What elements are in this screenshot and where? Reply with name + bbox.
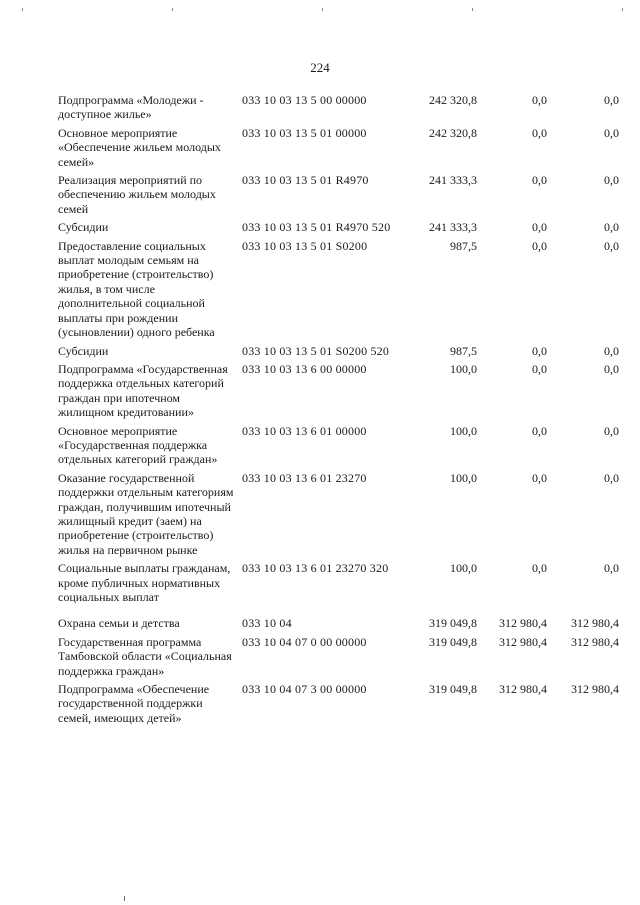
row-code: 033 10 03 13 5 01 S0200 — [242, 238, 368, 253]
scan-mark — [622, 8, 623, 11]
value-col-3: 0,0 — [604, 238, 619, 253]
row-name: Субсидии — [58, 343, 109, 358]
row-name: Субсидии — [58, 220, 109, 235]
scan-mark — [322, 8, 323, 11]
table-row — [58, 344, 628, 358]
value-col-3: 0,0 — [604, 93, 619, 107]
row-code: 033 10 03 13 5 00 00000 — [242, 93, 367, 107]
value-col-1: 987,5 — [450, 238, 477, 253]
row-name: Социальные выплаты гражданам, кроме публичных нормативных социальных выплат — [58, 561, 231, 604]
scan-mark — [22, 8, 23, 11]
value-col-2: 0,0 — [532, 93, 547, 107]
value-col-1: 100,0 — [450, 361, 477, 376]
row-code: 033 10 03 13 6 01 00000 — [242, 423, 367, 438]
value-col-2: 0,0 — [532, 361, 547, 376]
value-col-2: 312 980,4 — [499, 634, 547, 649]
value-col-3: 0,0 — [604, 220, 619, 235]
value-col-1: 100,0 — [450, 561, 477, 576]
row-name: Государственная программа Тамбовской области «Социальная поддержка граждан» — [58, 634, 232, 678]
value-col-1: 100,0 — [450, 470, 477, 485]
value-col-3: 0,0 — [604, 361, 619, 376]
value-col-2: 0,0 — [532, 173, 547, 188]
row-name: Основное мероприятие «Государственная поддержка отдельных категорий граждан» — [58, 423, 218, 467]
table-row — [58, 173, 628, 216]
value-col-2: 0,0 — [532, 220, 547, 235]
row-name: Основное мероприятие «Обеспечение жильем молодых семей» — [58, 125, 221, 169]
table-row — [58, 616, 628, 630]
value-col-2: 0,0 — [532, 561, 547, 576]
row-code: 033 10 04 07 3 00 00000 — [242, 682, 367, 697]
row-code: 033 10 03 13 5 01 00000 — [242, 125, 367, 140]
value-col-2: 0,0 — [532, 470, 547, 485]
scan-mark — [472, 8, 473, 11]
value-col-1: 319 049,8 — [429, 616, 477, 631]
value-col-3: 0,0 — [604, 343, 619, 358]
scan-mark — [124, 896, 125, 901]
value-col-3: 0,0 — [604, 470, 619, 485]
value-col-3: 312 980,4 — [571, 634, 619, 649]
row-code: 033 10 03 13 6 00 00000 — [242, 361, 367, 376]
table-row — [58, 362, 628, 420]
table-row — [58, 239, 628, 340]
row-name: Подпрограмма «Государственная поддержка отдельных категорий граждан при ипотечном жилищном кредитовании» — [58, 361, 228, 420]
table-row — [58, 220, 628, 234]
value-col-2: 312 980,4 — [499, 682, 547, 697]
row-name: Предоставление социальных выплат молодым семьям на приобретение (строительство) жилья, в том числе дополнительной социальной выплаты при рождении (усыновлении) одного ребенка — [58, 238, 215, 340]
table-row — [58, 126, 628, 169]
value-col-2: 312 980,4 — [499, 616, 547, 631]
value-col-3: 0,0 — [604, 173, 619, 188]
row-code: 033 10 03 13 5 01 R4970 — [242, 173, 369, 188]
row-name: Реализация мероприятий по обеспечению жильем молодых семей — [58, 173, 216, 216]
value-col-1: 241 333,3 — [429, 173, 477, 188]
value-col-3: 312 980,4 — [571, 682, 619, 697]
row-code: 033 10 04 — [242, 616, 292, 631]
row-name: Подпрограмма «Обеспечение государственной поддержки семей, имеющих детей» — [58, 682, 210, 725]
table-row — [58, 635, 628, 678]
value-col-3: 312 980,4 — [571, 616, 619, 631]
scan-mark — [172, 8, 173, 11]
value-col-2: 0,0 — [532, 423, 547, 438]
table-row — [58, 424, 628, 467]
row-code: 033 10 03 13 6 01 23270 — [242, 470, 367, 485]
value-col-1: 987,5 — [450, 343, 477, 358]
table-row — [58, 471, 628, 557]
row-name: Оказание государственной поддержки отдельным категориям граждан, получившим ипотечный жилищный кредит (заем) на приобретение (строительство) жилья на первичном рынке — [58, 470, 234, 557]
value-col-1: 100,0 — [450, 423, 477, 438]
value-col-3: 0,0 — [604, 125, 619, 140]
row-code: 033 10 03 13 5 01 S0200 520 — [242, 343, 390, 358]
row-code: 033 10 04 07 0 00 00000 — [242, 634, 367, 649]
value-col-3: 0,0 — [604, 561, 619, 576]
value-col-2: 0,0 — [532, 343, 547, 358]
row-name: Подпрограмма «Молодежи - доступное жилье» — [58, 93, 204, 122]
value-col-1: 241 333,3 — [429, 220, 477, 235]
table-row — [58, 93, 628, 122]
row-code: 033 10 03 13 5 01 R4970 520 — [242, 220, 391, 235]
value-col-1: 242 320,8 — [429, 125, 477, 140]
value-col-1: 242 320,8 — [429, 93, 477, 107]
value-col-2: 0,0 — [532, 238, 547, 253]
table-row — [58, 561, 628, 604]
budget-table — [58, 93, 628, 729]
row-code: 033 10 03 13 6 01 23270 320 — [242, 561, 389, 576]
table-row — [58, 682, 628, 725]
value-col-1: 319 049,8 — [429, 682, 477, 697]
value-col-1: 319 049,8 — [429, 634, 477, 649]
value-col-2: 0,0 — [532, 125, 547, 140]
page-number: 224 — [310, 60, 330, 75]
value-col-3: 0,0 — [604, 423, 619, 438]
row-name: Охрана семьи и детства — [58, 616, 180, 631]
